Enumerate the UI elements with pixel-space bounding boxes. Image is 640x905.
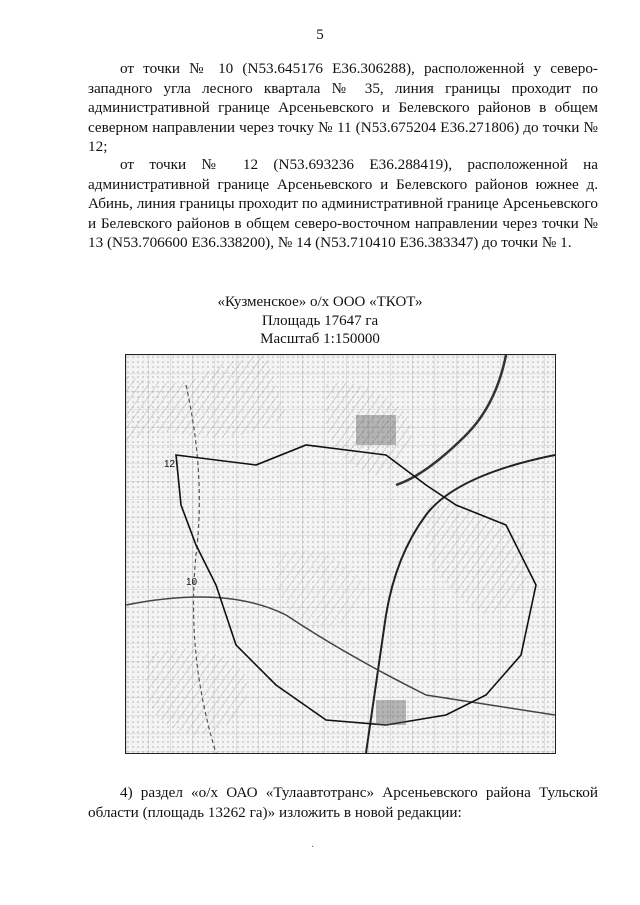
map-caption — [0, 293, 640, 349]
boundary-paragraph-1: от точки № 10 (N53.645176 E36.306288), расположенной у северо-западного угла лесного квартала № 35, линия границы проходит по административной границе Арсеньевского и Белевского районов в общем северном направлении через точку № 11 (N53.675204 E36.271806) до точки № 12; — [88, 60, 598, 156]
map-area: Площадь 17647 га — [261, 312, 379, 329]
footer-mark: · — [311, 842, 315, 853]
map-scale: Масштаб 1:150000 — [260, 331, 380, 347]
boundary-map — [125, 354, 556, 754]
map-image — [126, 355, 555, 753]
page-number: 5 — [316, 27, 324, 43]
settlement-block — [376, 700, 406, 725]
point-label-12: 12 — [164, 459, 176, 470]
closing-paragraph: 4) раздел «о/х ОАО «Тулаавтотранс» Арсеньевского района Тульской области (площадь 13262 га)» изложить в новой редакции: — [88, 784, 598, 821]
boundary-paragraph-2: от точки № 12 (N53.693236 E36.288419), расположенной на административной границе Арсеньевского и Белевского районов южнее д. Абинь, линия границы проходит по административной границе Арсеньевского и Белевского районов в общем северо-восточном направлении через точки № 13 (N53.706600 E36.338200), № 14 (N53.710410 E36.383347) до точки № 1. — [88, 156, 598, 252]
point-label-10: 10 — [186, 577, 198, 588]
settlement-block — [356, 415, 396, 445]
map-title: «Кузменское» о/х ООО «ТКОТ» — [217, 294, 423, 310]
